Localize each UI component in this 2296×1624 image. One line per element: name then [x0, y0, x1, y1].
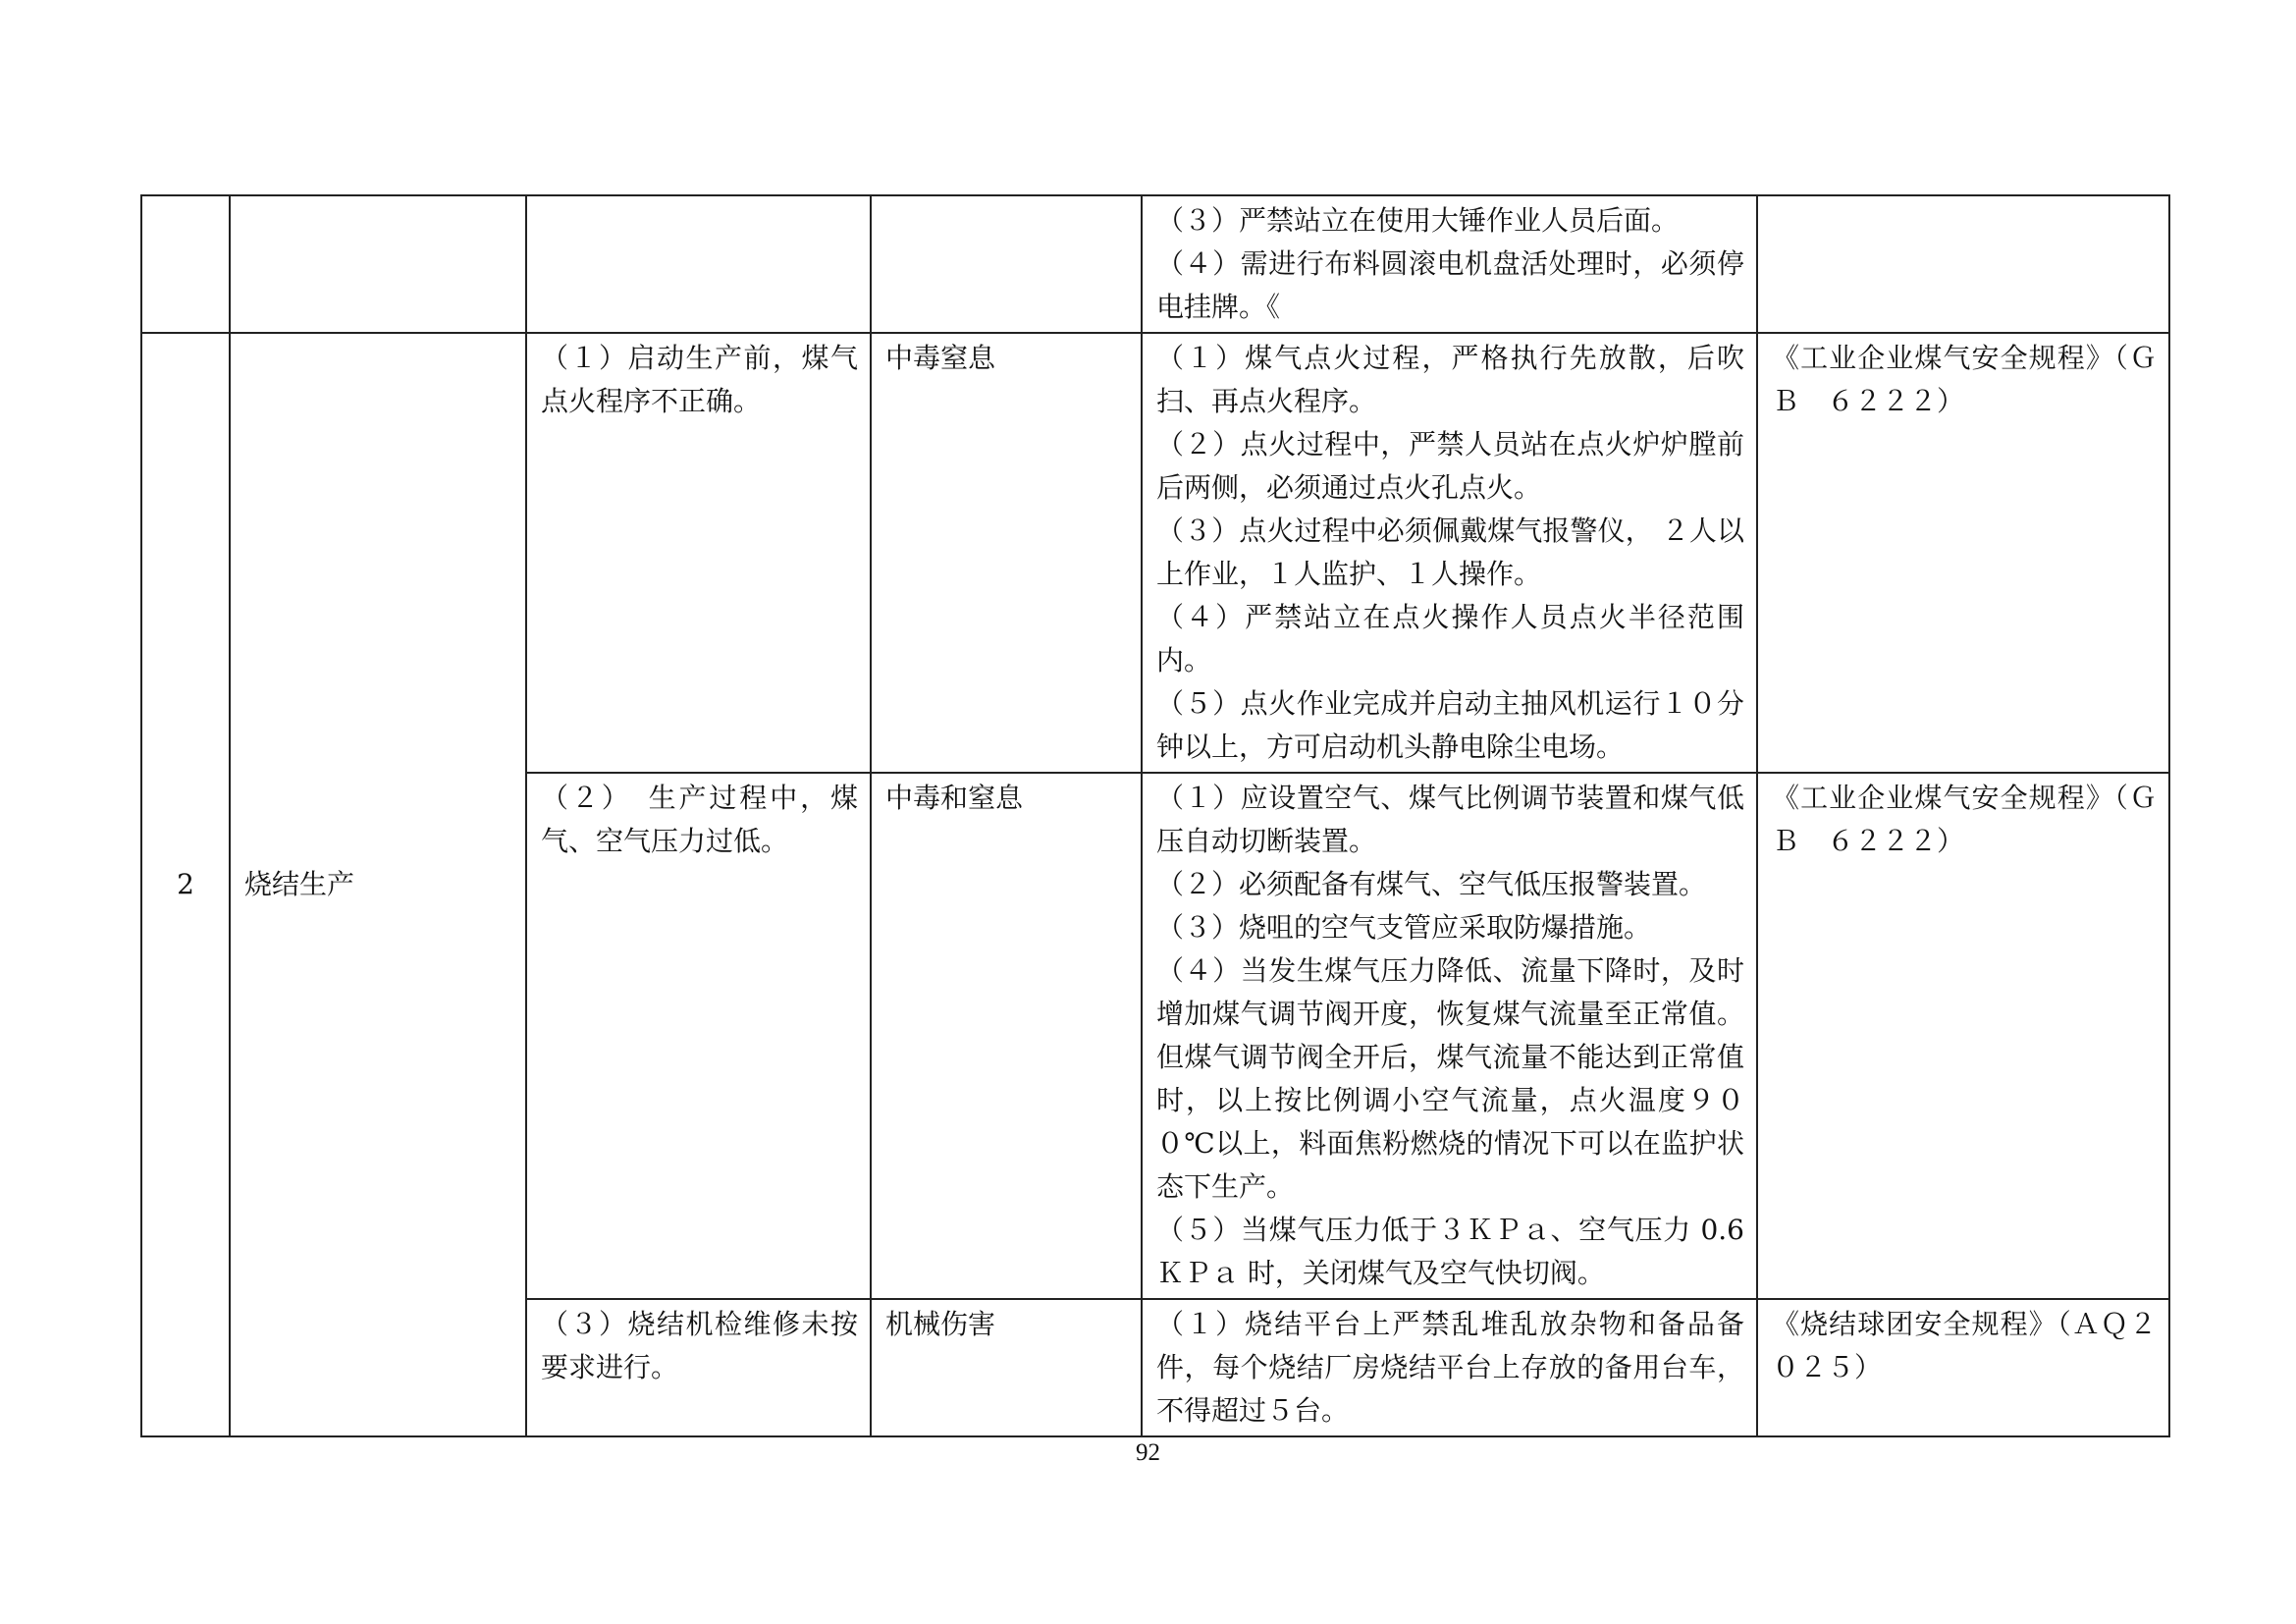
accident-cell: 中毒和窒息: [871, 773, 1142, 1299]
basis-cell: 《工业企业煤气安全规程》（ＧＢ ６２２２）: [1757, 333, 2169, 773]
no-cell: [141, 195, 230, 333]
hazard-cell: [526, 195, 871, 333]
hazard-cell: （３）烧结机检维修未按要求进行。: [526, 1299, 871, 1436]
table-row: [141, 333, 2169, 773]
table-row: [141, 195, 2169, 333]
measure-item: （１）应设置空气、煤气比例调节装置和煤气低压自动切断装置。: [1156, 782, 1744, 857]
measure-item: （３）烧咀的空气支管应采取防爆措施。: [1156, 911, 1652, 944]
accident-cell: [871, 195, 1142, 333]
measure-item: （５）点火作业完成并启动主抽风机运行１０分钟以上，方可启动机头静电除尘电场。: [1156, 687, 1744, 763]
accident-cell: 中毒窒息: [871, 333, 1142, 773]
measure-item: （４）当发生煤气压力降低、流量下降时，及时增加煤气调节阀开度，恢复煤气流量至正常值。但煤气调节阀全开后，煤气流量不能达到正常值时，以上按比例调小空气流量，点火温度９００℃以上，料面焦粉燃烧的情况下可以在监护状态下生产。: [1156, 954, 1744, 1203]
measure-item: （４）严禁站立在点火操作人员点火半径范围内。: [1156, 601, 1744, 677]
measures-cell: [1142, 195, 1757, 333]
page-number: 92: [1136, 1439, 1160, 1466]
measure-item: （５）当煤气压力低于３ＫＰａ、空气压力 0.6 ＫＰａ 时，关闭煤气及空气快切阀。: [1156, 1214, 1744, 1289]
basis-cell: [1757, 195, 2169, 333]
operation-cell: [230, 195, 526, 333]
hazard-cell: （２） 生产过程中，煤气、空气压力过低。: [526, 773, 871, 1299]
measure-item: （３）点火过程中必须佩戴煤气报警仪， ２人以上作业，１人监护、１人操作。: [1156, 514, 1744, 590]
measure-item: （１）煤气点火过程，严格执行先放散，后吹扫、再点火程序。: [1156, 342, 1744, 417]
measures-cell: [1142, 773, 1757, 1299]
item-number: 2: [141, 333, 230, 1436]
hazard-cell: （１）启动生产前，煤气点火程序不正确。: [526, 333, 871, 773]
basis-cell: 《工业企业煤气安全规程》（ＧＢ ６２２２）: [1757, 773, 2169, 1299]
measure-item: （４）需进行布料圆滚电机盘活处理时，必须停电挂牌。《: [1156, 247, 1744, 323]
measure-item: （２）必须配备有煤气、空气低压报警装置。: [1156, 868, 1707, 900]
measures-cell: [1142, 333, 1757, 773]
measure-item: （２）点火过程中，严禁人员站在点火炉炉膛前后两侧，必须通过点火孔点火。: [1156, 428, 1744, 504]
measure-item: （１）烧结平台上严禁乱堆乱放杂物和备品备件，每个烧结厂房烧结平台上存放的备用台车，不得超过５台。: [1156, 1308, 1744, 1427]
operation-name: 烧结生产: [230, 333, 526, 1436]
measures-cell: [1142, 1299, 1757, 1436]
accident-cell: 机械伤害: [871, 1299, 1142, 1436]
measure-item: （３）严禁站立在使用大锤作业人员后面。: [1156, 204, 1680, 237]
basis-cell: 《烧结球团安全规程》（ＡＱ２０２５）: [1757, 1299, 2169, 1436]
safety-table: [140, 194, 2170, 1437]
